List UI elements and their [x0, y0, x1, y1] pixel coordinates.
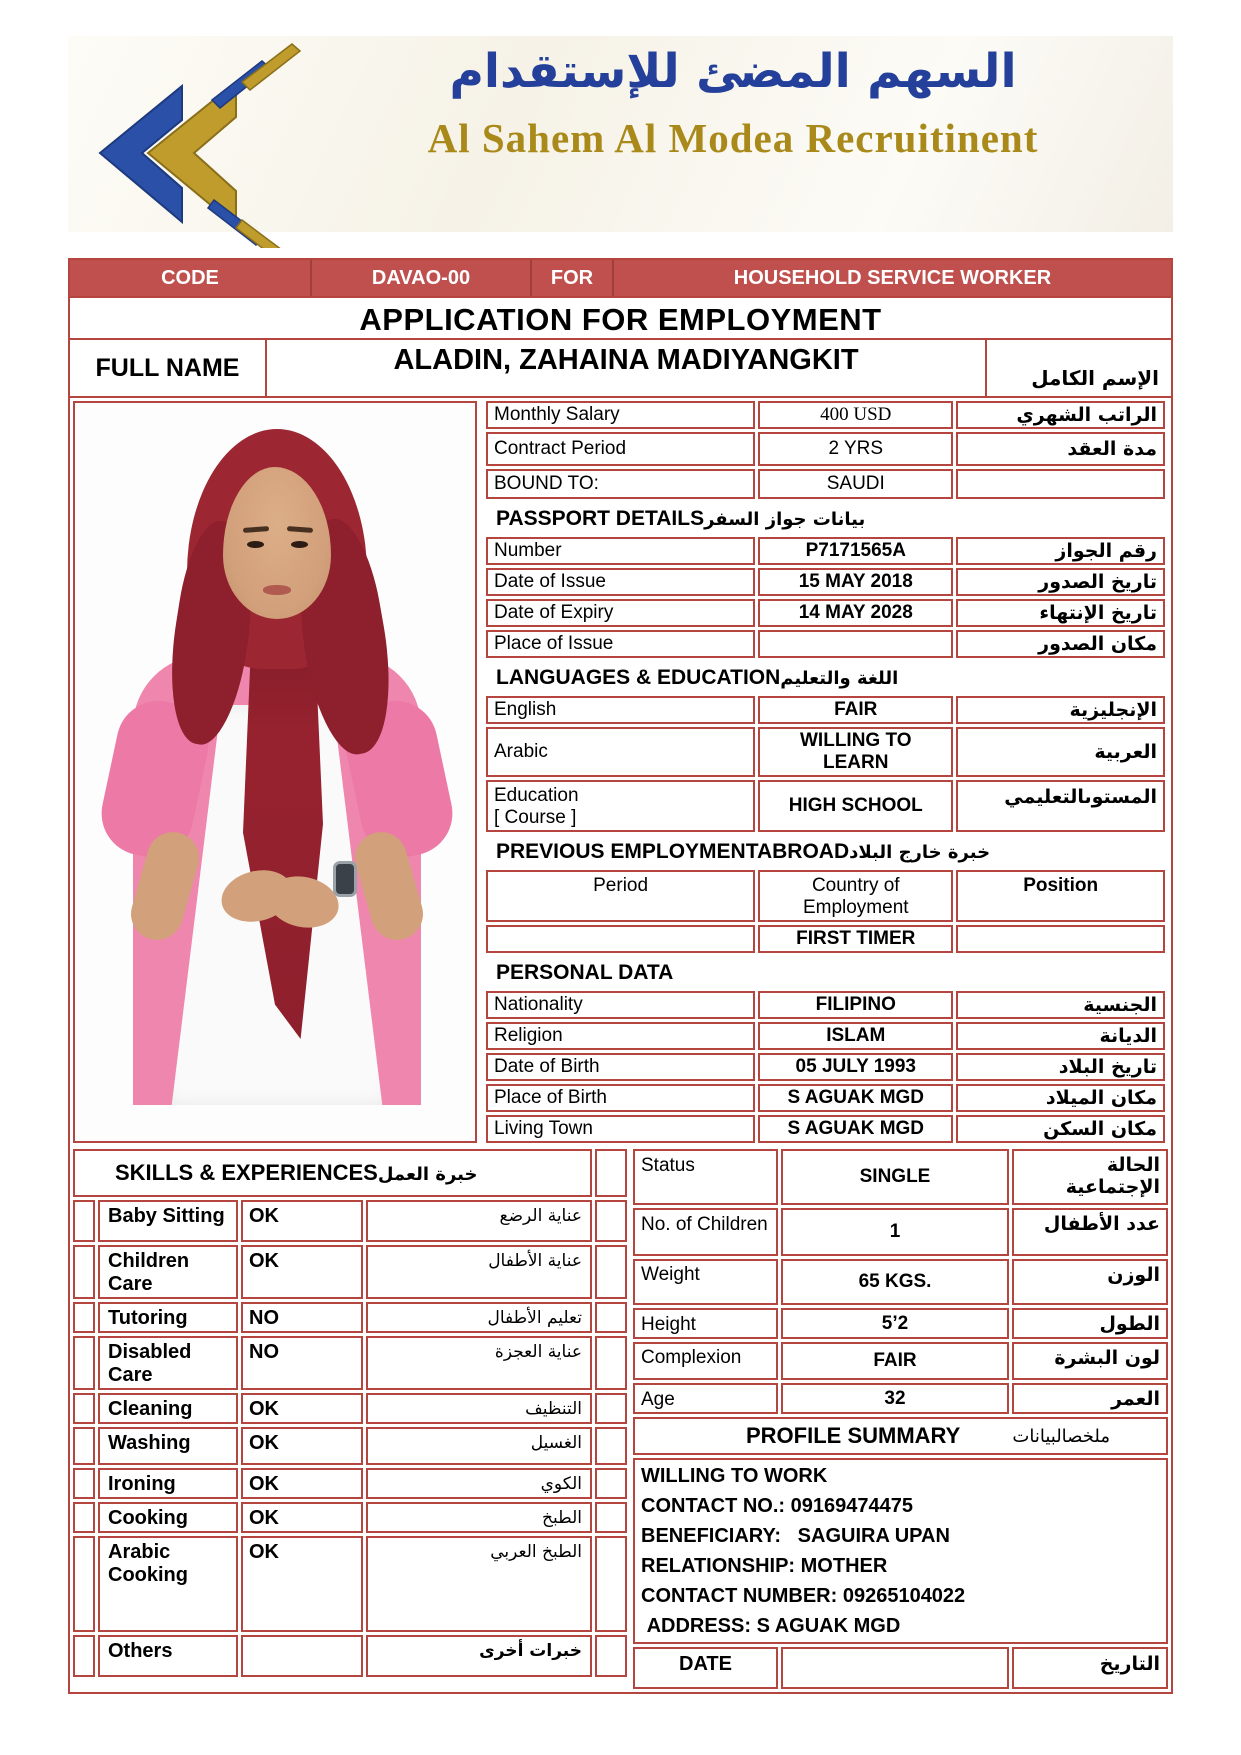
row-value: 32 — [781, 1383, 1009, 1414]
application-form — [68, 258, 1173, 1694]
spacer-cell — [595, 1468, 627, 1499]
row-label-arabic: مدة العقد — [956, 432, 1165, 466]
table-row — [486, 469, 1165, 499]
row-value: SINGLE — [781, 1149, 1009, 1205]
row-label: English — [486, 696, 755, 724]
row-label-arabic: مكان الصدور — [956, 630, 1165, 658]
row-label: Height — [633, 1308, 778, 1339]
full-name-row — [70, 340, 1171, 398]
row-label: Number — [486, 537, 755, 565]
row-value: S AGUAK MGD — [758, 1084, 953, 1112]
code-label: CODE — [70, 260, 312, 296]
row-label-arabic: العمر — [1012, 1383, 1168, 1414]
photo-wristwatch — [333, 861, 357, 897]
lower-section — [70, 1146, 1171, 1692]
row-label-arabic: الديانة — [956, 1022, 1165, 1050]
middle-section — [70, 398, 1171, 1146]
row-label: Status — [633, 1149, 778, 1205]
skill-row — [73, 1502, 627, 1533]
empty-cell — [486, 925, 755, 953]
row-label-arabic: العربية — [956, 727, 1165, 777]
table-row — [486, 432, 1165, 466]
skill-row — [73, 1427, 627, 1465]
indent-cell — [73, 1468, 95, 1499]
date-label: DATE — [633, 1647, 778, 1689]
status-row — [633, 1342, 1168, 1380]
indent-cell — [73, 1393, 95, 1424]
date-value-empty — [781, 1647, 1009, 1689]
indent-cell — [73, 1635, 95, 1677]
skill-label-arabic: تعليم الأطفال — [366, 1302, 592, 1333]
skill-row — [73, 1245, 627, 1299]
full-name-label: FULL NAME — [70, 340, 267, 396]
row-label-arabic: تاريخ البلاد — [956, 1053, 1165, 1081]
row-label: Weight — [633, 1259, 778, 1305]
row-label: Religion — [486, 1022, 755, 1050]
code-band — [70, 260, 1171, 296]
row-label-arabic: الإنجليزية — [956, 696, 1165, 724]
agency-name-arabic: السهم المضئ للإستقدام — [449, 44, 1017, 99]
skill-label: Baby Sitting — [98, 1200, 238, 1242]
table-row — [486, 780, 1165, 832]
section-title: PREVIOUS EMPLOYMENTABROAD — [496, 840, 850, 863]
status-table — [630, 1146, 1171, 1692]
table-row — [486, 537, 1165, 565]
skill-label: Cleaning — [98, 1393, 238, 1424]
spacer-cell — [595, 1336, 627, 1390]
column-header-position: Position — [956, 870, 1165, 922]
skill-label: Tutoring — [98, 1302, 238, 1333]
skill-row — [73, 1200, 627, 1242]
row-label-arabic: تاريخ الإنتهاء — [956, 599, 1165, 627]
section-title: PERSONAL DATA — [496, 961, 674, 984]
table-row — [486, 1084, 1165, 1112]
agency-titles — [318, 44, 1148, 162]
status-row — [633, 1208, 1168, 1256]
indent-cell — [73, 1200, 95, 1242]
section-title-arabic: بيانات جواز السفر — [704, 509, 866, 530]
row-label: Arabic — [486, 727, 755, 777]
table-row — [486, 568, 1165, 596]
row-label: Contract Period — [486, 432, 755, 466]
row-label-arabic: الطول — [1012, 1308, 1168, 1339]
section-header-row — [73, 1149, 627, 1197]
skill-row — [73, 1393, 627, 1424]
column-header-period: Period — [486, 870, 755, 922]
skills-section-header — [73, 1149, 592, 1197]
full-name-value: ALADIN, ZAHAINA MADIYANGKIT — [267, 340, 987, 396]
column-header-country: Country of Employment — [758, 870, 953, 922]
others-label: Others — [98, 1635, 238, 1677]
profile-summary-header — [633, 1417, 1168, 1455]
row-value: ISLAM — [758, 1022, 953, 1050]
row-label-arabic: عدد الأطفال — [1012, 1208, 1168, 1256]
row-label-line1: Education — [494, 785, 579, 806]
indent-cell — [73, 1302, 95, 1333]
row-value: S AGUAK MGD — [758, 1115, 953, 1143]
section-header-row — [486, 502, 1165, 534]
details-table — [483, 398, 1168, 1146]
date-row — [633, 1647, 1168, 1689]
photo-cell — [70, 398, 480, 1146]
others-row — [73, 1635, 627, 1677]
table-row — [486, 630, 1165, 658]
profile-line: RELATIONSHIP: MOTHER — [641, 1555, 888, 1577]
row-label: BOUND TO: — [486, 469, 755, 499]
position-value: HOUSEHOLD SERVICE WORKER — [733, 267, 1052, 289]
spacer-cell — [595, 1502, 627, 1533]
row-label-arabic: الجنسية — [956, 991, 1165, 1019]
spacer-cell — [595, 1302, 627, 1333]
previous-employment-section-header — [486, 835, 1165, 867]
applicant-photo — [73, 401, 477, 1143]
section-header-row — [486, 835, 1165, 867]
row-label: Nationality — [486, 991, 755, 1019]
profile-summary-header-row — [633, 1417, 1168, 1455]
table-row — [486, 727, 1165, 777]
form-title: APPLICATION FOR EMPLOYMENT — [70, 296, 1171, 340]
skill-label-arabic: عناية الأطفال — [366, 1245, 592, 1299]
section-title: LANGUAGES & EDUCATION — [496, 666, 781, 689]
spacer-cell — [595, 1536, 627, 1632]
spacer-cell — [595, 1200, 627, 1242]
section-header-row — [486, 661, 1165, 693]
row-label: Date of Birth — [486, 1053, 755, 1081]
skill-label: Washing — [98, 1427, 238, 1465]
status-row — [633, 1308, 1168, 1339]
row-value: 15 MAY 2018 — [758, 568, 953, 596]
skill-label-arabic: الطبخ — [366, 1502, 592, 1533]
section-title-arabic: اللغة والتعليم — [780, 668, 899, 689]
for-label: FOR — [532, 260, 614, 296]
skill-value: OK — [241, 1245, 363, 1299]
empty-cell — [956, 469, 1165, 499]
section-title-arabic: خبرة خارج البلاد — [849, 842, 991, 863]
profile-summary-row — [633, 1458, 1168, 1644]
profile-line: CONTACT NO.: 09169474475 — [641, 1495, 913, 1517]
skills-table — [70, 1146, 630, 1680]
indent-cell — [73, 1536, 95, 1632]
row-label: No. of Children — [633, 1208, 778, 1256]
table-row — [486, 1053, 1165, 1081]
spacer-cell — [595, 1393, 627, 1424]
row-label-arabic: لون البشرة — [1012, 1342, 1168, 1380]
agency-header — [68, 36, 1173, 232]
row-value: 5’2 — [781, 1308, 1009, 1339]
photo-eye — [291, 541, 308, 548]
section-title-arabic: ملخصالبيانات — [1012, 1425, 1110, 1447]
profile-line: WILLING TO WORK — [641, 1465, 828, 1487]
row-label-arabic: تاريخ الصدور — [956, 568, 1165, 596]
row-value: FILIPINO — [758, 991, 953, 1019]
photo-lips — [263, 585, 291, 595]
row-value: WILLING TO LEARN — [758, 727, 953, 777]
agency-arrow-logo-icon — [90, 38, 340, 253]
photo-eye — [247, 541, 264, 548]
row-label-arabic: المستوىالتعليمي — [956, 780, 1165, 832]
table-row — [486, 599, 1165, 627]
row-value: SAUDI — [758, 469, 953, 499]
passport-section-header — [486, 502, 1165, 534]
date-label-arabic: التاريخ — [1012, 1647, 1168, 1689]
status-row — [633, 1383, 1168, 1414]
row-value: FAIR — [758, 696, 953, 724]
row-value: FIRST TIMER — [758, 925, 953, 953]
section-header-row — [486, 956, 1165, 988]
skill-label-arabic: الكوي — [366, 1468, 592, 1499]
row-label-arabic: مكان الميلاد — [956, 1084, 1165, 1112]
indent-cell — [73, 1336, 95, 1390]
skill-label: Disabled Care — [98, 1336, 238, 1390]
profile-line: CONTACT NUMBER: 09265104022 — [641, 1585, 966, 1607]
table-row — [486, 870, 1165, 922]
indent-cell — [73, 1245, 95, 1299]
section-title: SKILLS & EXPERIENCES — [115, 1160, 378, 1185]
skill-label: Children Care — [98, 1245, 238, 1299]
row-label: Age — [633, 1383, 778, 1414]
status-column — [630, 1146, 1171, 1692]
indent-cell — [73, 1502, 95, 1533]
row-label-arabic: مكان السكن — [956, 1115, 1165, 1143]
row-label — [486, 780, 755, 832]
row-value: 65 KGS. — [781, 1259, 1009, 1305]
skill-label: Arabic Cooking — [98, 1536, 238, 1632]
row-label: Monthly Salary — [486, 401, 755, 429]
row-value: HIGH SCHOOL — [758, 780, 953, 832]
row-label-arabic: الوزن — [1012, 1259, 1168, 1305]
row-value: FAIR — [781, 1342, 1009, 1380]
row-label-arabic: رقم الجواز — [956, 537, 1165, 565]
skill-label-arabic: الطبخ العربي — [366, 1536, 592, 1632]
skill-row — [73, 1536, 627, 1632]
profile-line: BENEFICIARY: SAGUIRA UPAN — [641, 1525, 950, 1547]
profile-summary-content — [633, 1458, 1168, 1644]
section-title: PASSPORT DETAILS — [496, 507, 705, 530]
row-label: Place of Issue — [486, 630, 755, 658]
empty-cell — [758, 630, 953, 658]
full-name-label-arabic: الإسم الكامل — [1031, 366, 1159, 390]
row-value: 400 USD — [758, 401, 953, 429]
row-label: Place of Birth — [486, 1084, 755, 1112]
profile-line: ADDRESS: S AGUAK MGD — [641, 1615, 901, 1637]
skills-column — [70, 1146, 630, 1680]
row-label-line2: [ Course ] — [494, 807, 577, 828]
code-value: DAVAO-00 — [312, 260, 532, 296]
skill-value: NO — [241, 1336, 363, 1390]
row-label: Date of Issue — [486, 568, 755, 596]
status-row — [633, 1259, 1168, 1305]
skill-label-arabic: عناية العجزة — [366, 1336, 592, 1390]
row-value: 05 JULY 1993 — [758, 1053, 953, 1081]
skill-label-arabic: عناية الرضع — [366, 1200, 592, 1242]
row-label-arabic: الراتب الشهري — [956, 401, 1165, 429]
skill-value: NO — [241, 1302, 363, 1333]
table-row — [486, 1022, 1165, 1050]
skill-label-arabic: التنظيف — [366, 1393, 592, 1424]
details-column — [480, 398, 1171, 1146]
table-row — [486, 696, 1165, 724]
row-value: 14 MAY 2028 — [758, 599, 953, 627]
row-label: Living Town — [486, 1115, 755, 1143]
row-label-arabic: الحالة الإجتماعية — [1012, 1149, 1168, 1205]
skill-row — [73, 1336, 627, 1390]
skill-value: OK — [241, 1468, 363, 1499]
status-row — [633, 1149, 1168, 1205]
empty-cell — [241, 1635, 363, 1677]
row-label: Date of Expiry — [486, 599, 755, 627]
row-value: 1 — [781, 1208, 1009, 1256]
skill-value: OK — [241, 1393, 363, 1424]
spacer-cell — [595, 1149, 627, 1197]
spacer-cell — [595, 1245, 627, 1299]
empty-cell — [956, 925, 1165, 953]
personal-data-section-header — [486, 956, 1165, 988]
row-value: P7171565A — [758, 537, 953, 565]
section-title: PROFILE SUMMARY — [746, 1423, 961, 1448]
section-title-arabic: خبرة العمل — [377, 1164, 478, 1185]
skill-value: OK — [241, 1200, 363, 1242]
skill-label: Ironing — [98, 1468, 238, 1499]
languages-section-header — [486, 661, 1165, 693]
skill-value: OK — [241, 1427, 363, 1465]
row-value: 2 YRS — [758, 432, 953, 466]
spacer-cell — [595, 1427, 627, 1465]
table-row — [486, 1115, 1165, 1143]
table-row — [486, 991, 1165, 1019]
table-row — [486, 925, 1165, 953]
skill-label-arabic: الغسيل — [366, 1427, 592, 1465]
agency-name-english: Al Sahem Al Modea Recruitinent — [427, 115, 1039, 162]
row-label: Complexion — [633, 1342, 778, 1380]
table-row — [486, 401, 1165, 429]
skill-row — [73, 1468, 627, 1499]
skill-row — [73, 1302, 627, 1333]
indent-cell — [73, 1427, 95, 1465]
skill-value: OK — [241, 1502, 363, 1533]
spacer-cell — [595, 1635, 627, 1677]
skill-label: Cooking — [98, 1502, 238, 1533]
others-label-arabic: خبرات أخرى — [366, 1635, 592, 1677]
skill-value: OK — [241, 1536, 363, 1632]
